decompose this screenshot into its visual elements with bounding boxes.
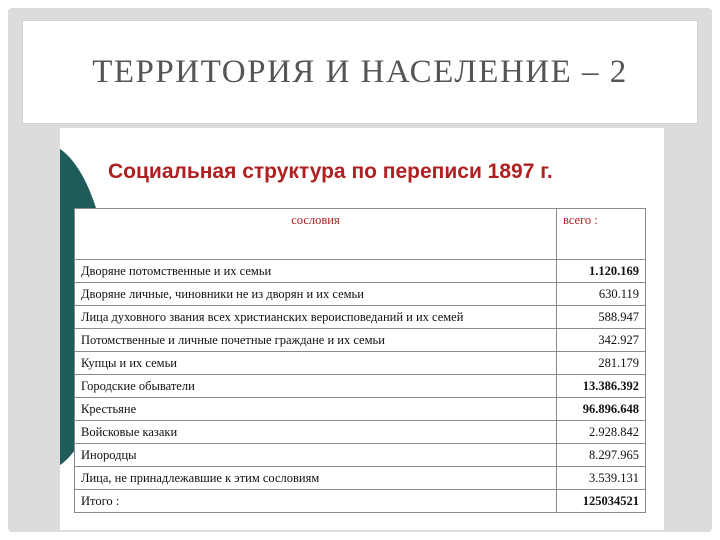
census-table: [74, 208, 646, 513]
total-cell: 588.947: [557, 306, 646, 329]
estate-cell: Инородцы: [75, 444, 557, 467]
estate-cell: Потомственные и личные почетные граждане и их семьи: [75, 329, 557, 352]
table-row: [75, 467, 646, 490]
table-row: [75, 375, 646, 398]
total-cell: 2.928.842: [557, 421, 646, 444]
estate-cell: Лица, не принадлежавшие к этим сословиям: [75, 467, 557, 490]
table-row: [75, 398, 646, 421]
table-row: [75, 260, 646, 283]
total-cell: 342.927: [557, 329, 646, 352]
estate-cell: Дворяне личные, чиновники не из дворян и их семьи: [75, 283, 557, 306]
header-estate: сословия: [75, 209, 557, 260]
total-cell: 630.119: [557, 283, 646, 306]
table-row: [75, 444, 646, 467]
table-row: [75, 329, 646, 352]
content-panel: [60, 128, 664, 530]
total-cell: 281.179: [557, 352, 646, 375]
estate-cell: Крестьяне: [75, 398, 557, 421]
total-cell: 96.896.648: [557, 398, 646, 421]
estate-cell: Войсковые казаки: [75, 421, 557, 444]
table-row: [75, 283, 646, 306]
table-row: [75, 352, 646, 375]
estate-cell: Городские обыватели: [75, 375, 557, 398]
title-box: [22, 20, 698, 124]
estate-cell: Дворяне потомственные и их семьи: [75, 260, 557, 283]
total-cell: 13.386.392: [557, 375, 646, 398]
estate-cell: Итого :: [75, 490, 557, 513]
total-cell: 3.539.131: [557, 467, 646, 490]
table-header-row: [75, 209, 646, 260]
table-row: [75, 306, 646, 329]
table-heading: Социальная структура по переписи 1897 г.: [108, 160, 553, 183]
total-cell: 1.120.169: [557, 260, 646, 283]
table-row: [75, 421, 646, 444]
estate-cell: Купцы и их семьи: [75, 352, 557, 375]
header-total: всего :: [557, 209, 646, 260]
estate-cell: Лица духовного звания всех христианских вероисповеданий и их семей: [75, 306, 557, 329]
total-cell: 8.297.965: [557, 444, 646, 467]
total-cell: 125034521: [557, 490, 646, 513]
table-body: [75, 260, 646, 513]
table-row: [75, 490, 646, 513]
slide-title: ТЕРРИТОРИЯ И НАСЕЛЕНИЕ – 2: [92, 53, 628, 90]
